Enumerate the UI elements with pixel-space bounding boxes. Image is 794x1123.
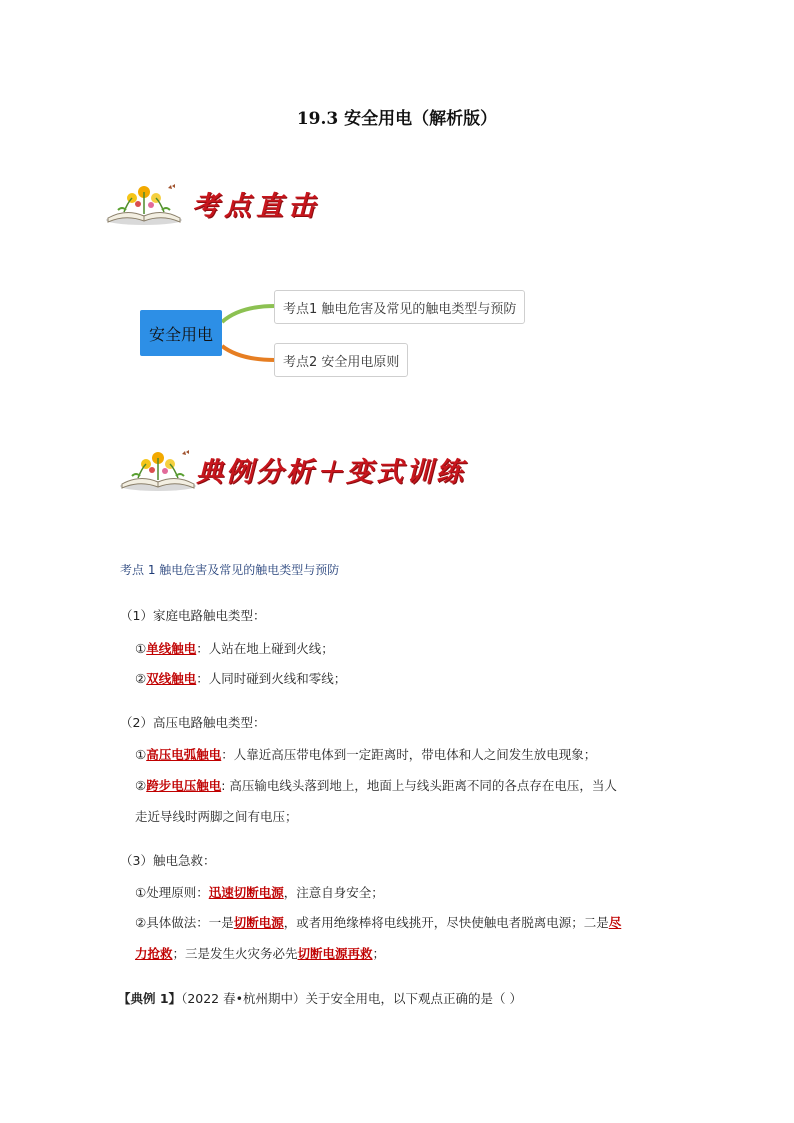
- banner-examples-title: 典例分析＋变式训练: [196, 457, 466, 488]
- part3-heading: （3）触电急救：: [120, 853, 216, 868]
- keyword: 跨步电压触电: [146, 778, 222, 793]
- part2-item2: ②跨步电压触电: 高压输电线头落到地上，地面上与线头距离不同的各点存在电压，当人: [135, 778, 617, 793]
- part3-item2-continued: 力抢救；三是发生火灾务必先切断电源再救；: [135, 946, 386, 961]
- part1-item1: ①单线触电：人站在地上碰到火线；: [135, 641, 334, 656]
- page-title: 19.3 安全用电（解析版）: [296, 109, 498, 129]
- example-label: 【典例 1】: [118, 991, 182, 1006]
- open-book-flowers-icon: [104, 180, 184, 226]
- mindmap-node-topic-2: 考点2 安全用电原则: [274, 343, 408, 377]
- keyword: 迅速切断电源: [208, 885, 284, 900]
- part2-item1: ①高压电弧触电：人靠近高压带电体到一定距离时，带电体和人之间发生放电现象；: [135, 747, 597, 762]
- open-book-flowers-icon: [118, 446, 198, 492]
- keyword: 切断电源: [233, 915, 284, 930]
- keyword: 单线触电: [146, 641, 197, 656]
- part1-heading: （1）家庭电路触电类型：: [120, 608, 266, 623]
- banner-key-points-title: 考点直击: [192, 191, 320, 222]
- mindmap-branch-line-2: [222, 346, 275, 360]
- keyword: 双线触电: [146, 671, 197, 686]
- keyword: 切断电源再救: [297, 946, 373, 961]
- banner-key-points: [104, 178, 364, 228]
- mindmap-branch-line-1: [222, 306, 275, 322]
- part3-item2: ②具体做法：一是切断电源，或者用绝缘棒将电线挑开，尽快使触电者脱离电源；二是尽: [135, 915, 622, 930]
- keyword: 尽: [608, 915, 622, 930]
- mindmap-root-node: 安全用电: [140, 310, 222, 356]
- keyword: 高压电弧触电: [146, 747, 222, 762]
- part2-item2-continued: 走近导线时两脚之间有电压；: [135, 809, 298, 824]
- section-heading: 考点 1 触电危害及常见的触电类型与预防: [120, 563, 340, 577]
- part2-heading: （2）高压电路触电类型：: [120, 715, 266, 730]
- example-text: （2022 春•杭州期中）关于安全用电，以下观点正确的是（ ）: [181, 991, 522, 1006]
- part3-item1: ①处理原则：迅速切断电源，注意自身安全；: [135, 885, 384, 900]
- banner-examples: [118, 444, 498, 494]
- example-question: [118, 989, 522, 1007]
- mindmap-node-topic-1: 考点1 触电危害及常见的触电类型与预防: [274, 290, 525, 324]
- part1-item2: ②双线触电：人同时碰到火线和零线；: [135, 671, 347, 686]
- keyword: 力抢救: [135, 946, 173, 961]
